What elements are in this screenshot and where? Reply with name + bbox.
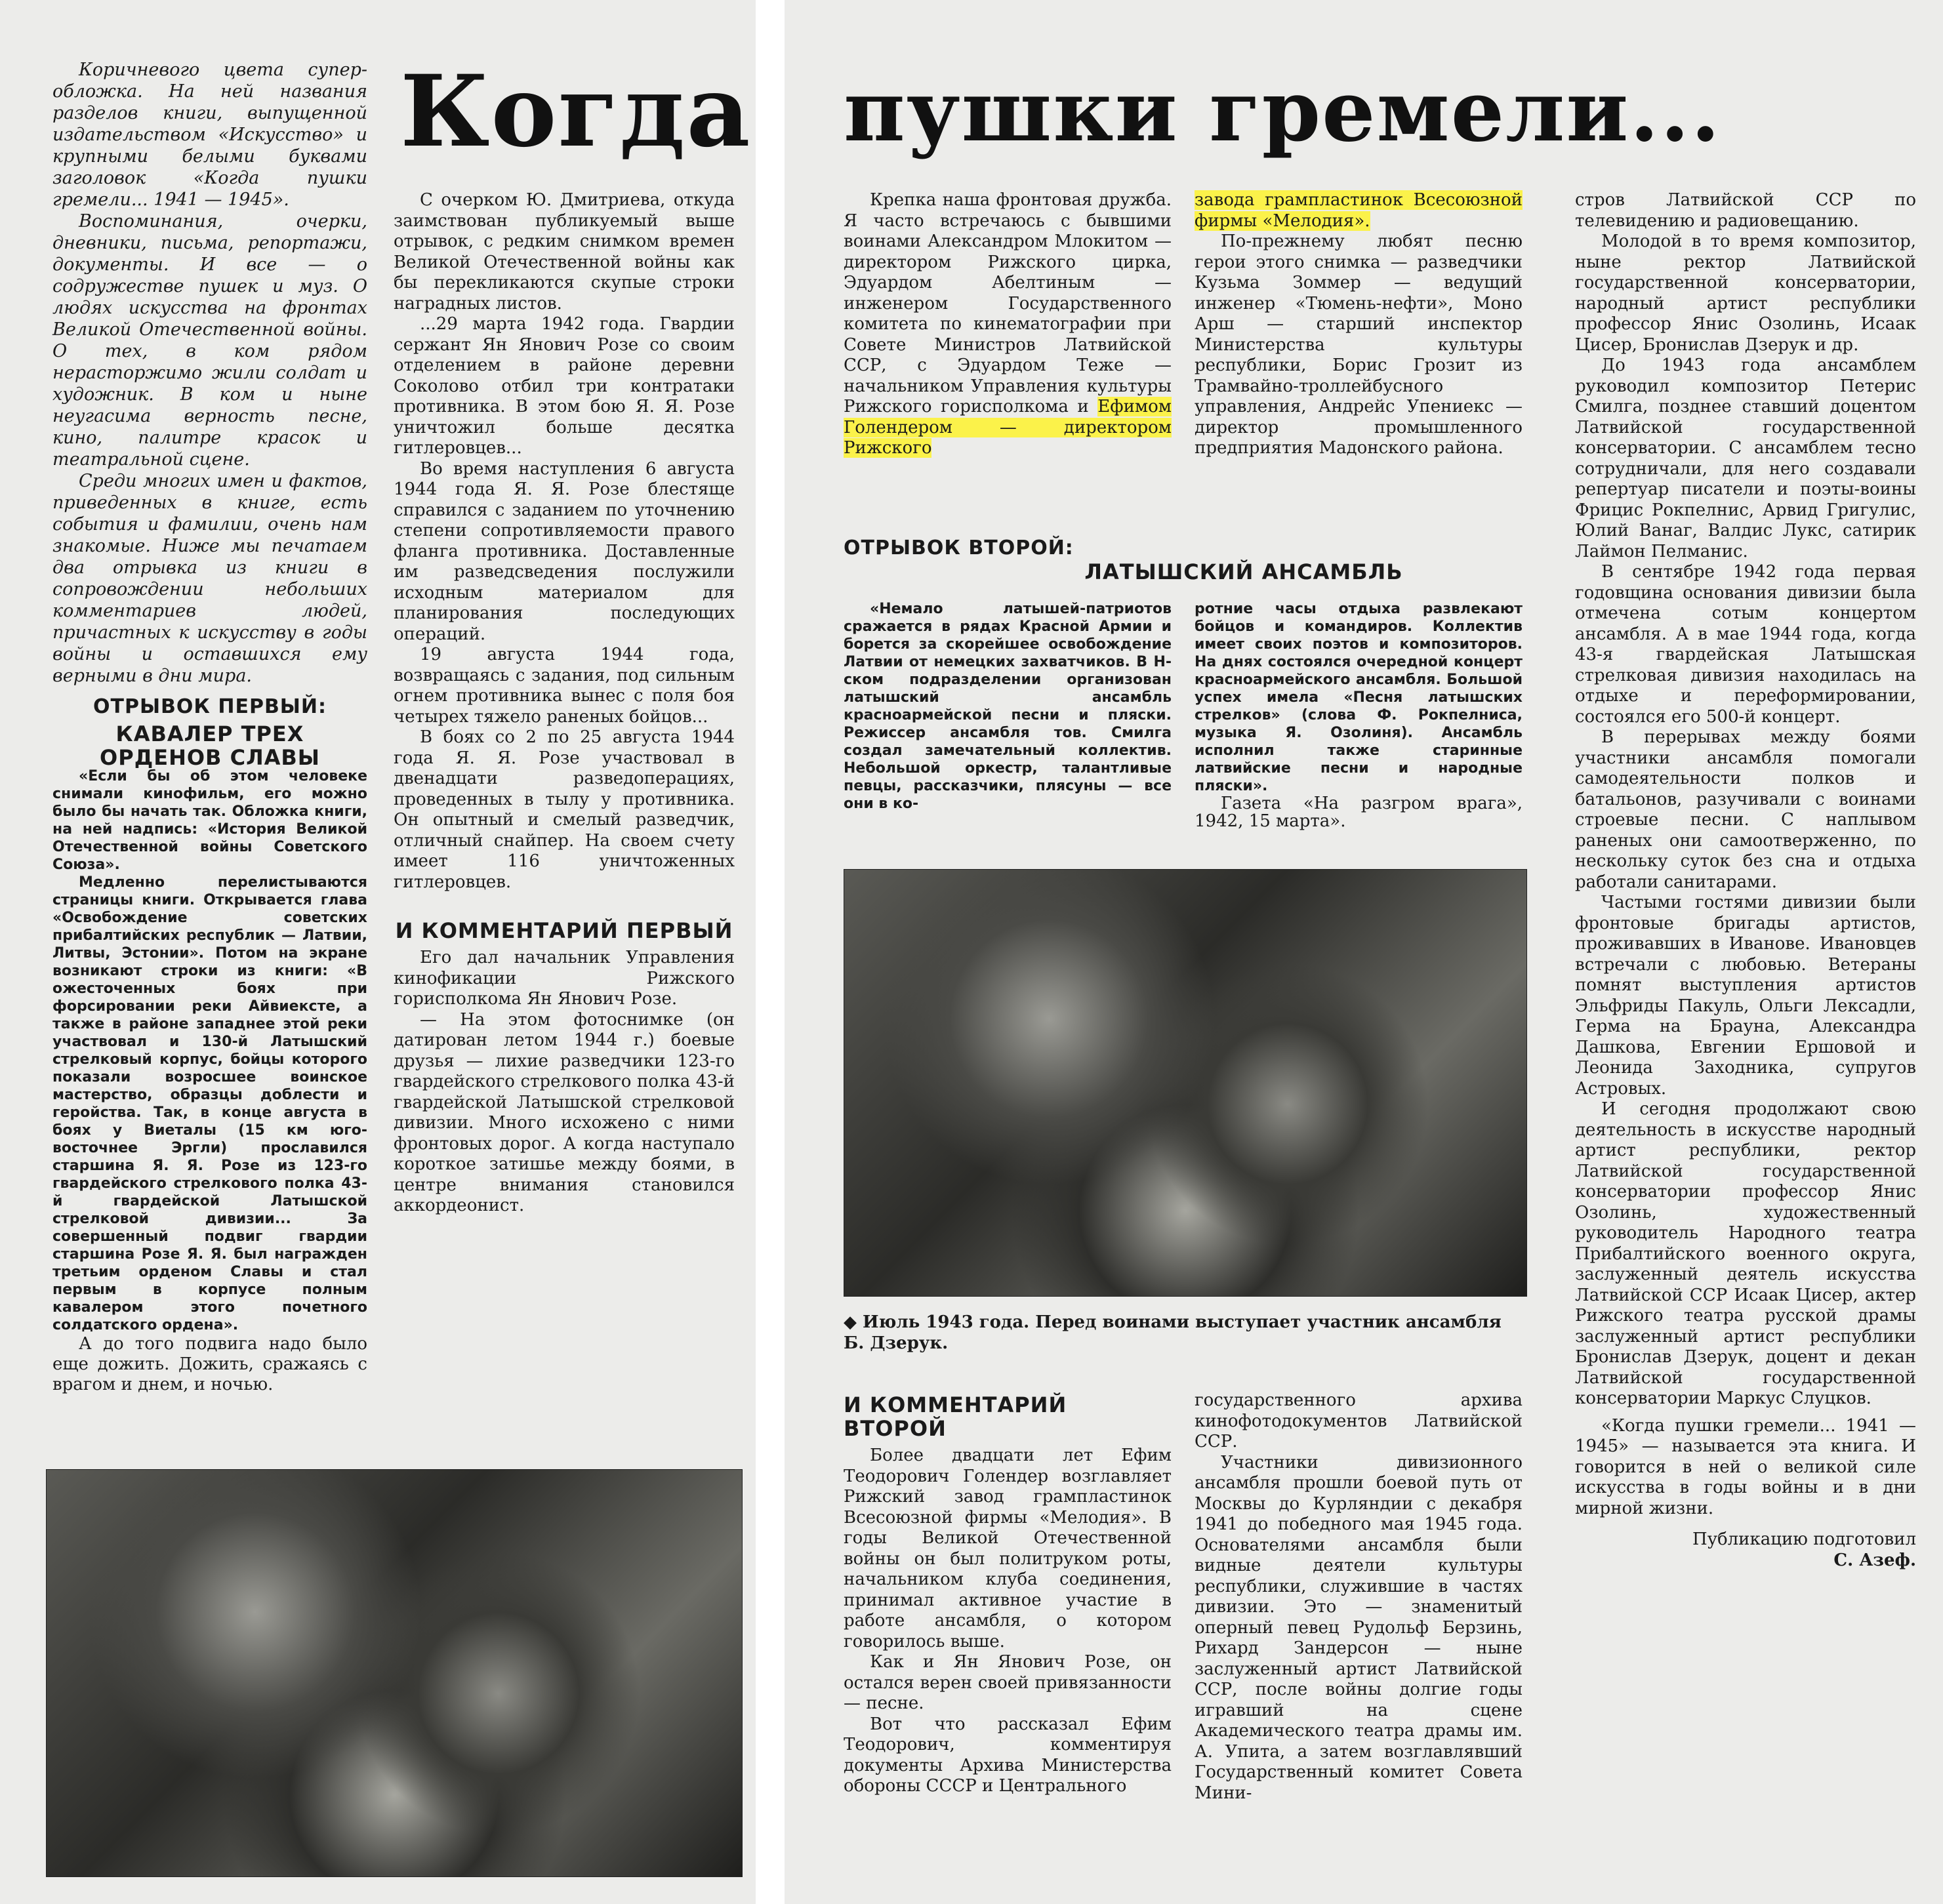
excerpt1-title: КАВАЛЕР ТРЕХ ОРДЕНОВ СЛАВЫ	[100, 721, 320, 770]
excerpt1-text: ...29 марта 1942 года. Гвардии сержант Ян Янович Розе со своим отделением в районе деревни Соколово отбил три контратаки противника. В этом бою Я. Я. Розе уничтожил больше десятка гитлеровцев...	[394, 314, 735, 458]
comment1-paragraph: — На этом фотоснимке (он датирован летом 1944 г.) боевые друзья — лихие разведчики 123-го гвардейского стрелкового полка 43-й гвардейской Латышской стрелковой дивизии. Много исхожено с ними фронтовых дорог. А когда наступало короткое затишье между боями, в центре внимания становился аккордеонист.	[394, 1009, 735, 1215]
ensemble-photo	[844, 869, 1527, 1297]
excerpt1-paragraph: А до того подвига надо было еще дожить. Дожить, сражаясь с врагом и днем, и ночью.	[52, 1334, 367, 1394]
col3-paragraph: В сентябре 1942 года первая годовщина основания дивизии была отмечена сотым концертом ансамбля. А в мае 1944 года, когда 43-я гвардейская Латышская стрелковая дивизия находилась на отдыхе и переформировании, состоялся его 500-й концерт.	[1575, 562, 1916, 727]
headline-right: пушки гремели...	[844, 62, 1721, 161]
right-col2-top	[1195, 190, 1523, 459]
excerpt1-text: 19 августа 1944 года, возвращаясь с задания, под сильным огнем противника вынес с поля боя четырех тяжело раненых бойцов...	[394, 645, 735, 727]
photo-caption: ◆ Июль 1943 года. Перед воинами выступает участник ансамбля Б. Дзерук.	[844, 1312, 1502, 1353]
highlighted-text: Ефимом Голендером — директором Рижского	[844, 397, 1172, 458]
comment1-paragraph: Его дал начальник Управления кинофикации Рижского горисполкома Ян Янович Розе.	[394, 948, 735, 1009]
excerpt2-text: ротние часы отдыха развлекают бойцов и командиров. Коллектив имеет своих поэтов и композиторов. На днях состоялся очередной концерт красноармейского ансамбля. Большой успех имела «Песня латышских стрелков» (слова Ф. Рокпелниса, музыка Я. Озолиня). Ансамбль исполнил также старинные латвийские песни и народные пляски».	[1195, 601, 1523, 794]
excerpt1-label: ОТРЫВОК ПЕРВЫЙ:	[92, 695, 327, 718]
comment2-paragraph: Вот что рассказал Ефим Теодорович, комментируя документы Архива Министерства обороны СССР и Центрального	[844, 1714, 1172, 1796]
comment2-paragraph: Более двадцати лет Ефим Теодорович Голендер возглавляет Рижский завод грампластинок Всесоюзной фирмы «Мелодия». В годы Великой Отечественной войны он был политруком роты, начальником клуба соединения, принимал активное участие в работе ансамбля, о котором говорилось выше.	[844, 1446, 1172, 1651]
signature-author: С. Азеф.	[1833, 1550, 1916, 1570]
col3-paragraph: стров Латвийской ССР по телевидению и радиовещанию.	[1575, 190, 1916, 231]
excerpt2-source: Газета «На разгром врага», 1942, 15 марта».	[1195, 794, 1523, 831]
comment2-paragraph: Как и Ян Янович Розе, он остался верен своей привязанности — песне.	[844, 1652, 1172, 1713]
right-col1-top	[844, 190, 1172, 459]
intro-column	[52, 59, 367, 775]
highlighted-text: завода грампластинок Всесоюзной фирмы «Мелодия».	[1195, 190, 1523, 231]
comment2-col2	[1195, 1390, 1523, 1804]
excerpt1-second-column	[394, 190, 735, 1217]
col3-paragraph: Частыми гостями дивизии были фронтовые бригады артистов, проживавших в Иванове. Ивановцев встречали с любовью. Ветераны помнят выступления артистов Эльфриды Пакуль, Ольги Лексадли, Герма на Брауна, Александра Дашкова, Евгении Ершовой и Леонида Заходника, супругов Астровых.	[1575, 893, 1916, 1099]
excerpt2-bold-col1	[844, 600, 1172, 813]
excerpt1-text: Во время наступления 6 августа 1944 года Я. Я. Розе блестяще справился с заданием по уточнению степени сопротивляемости правого фланга противника. Доставленные им разведсведения послужили исходным материалом для планирования последующих операций.	[394, 458, 735, 644]
comment2-paragraph: Участники дивизионного ансамбля прошли боевой путь от Москвы до Курляндии с декабря 1941 до победного мая 1945 года. Основателями ансамбля были видные деятели культуры республики, служившие в частях дивизии. Это — знаменитый оперный певец Рудольф Берзинь, Рихард Зандерсон — ныне заслуженный артист Латвийской ССР, после войны долгие годы игравший на сцене Академического театра драмы им. А. Упита, а затем возглавлявший Государственный комитет Совета Мини-	[1195, 1452, 1523, 1803]
excerpt1-paragraph: Медленно перелистываются страницы книги. Открывается глава «Освобождение советских прибалтийских республик — Латвии, Литвы, Эстонии». Потом на экране возникают строки из книги: «В ожесточенных боях при форсировании реки Айвиексте, а также в районе западнее этой реки участвовал и 130-й Латышский стрелковый корпус, бойцы которого показали возросшее воинское мастерство, образцы доблести и геройства. Так, в конце августа в боях у Виеталы (15 км юго-восточнее Эргли) прославился старшина Я. Я. Розе из 123-го гвардейского стрелкового полка 43-й гвардейской Латышской стрелковой дивизии... За совершенный подвиг гвардии старшина Розе Я. Я. был награжден третьим орденом Славы и стал первым в корпусе полным кавалером этого почетного солдатского ордена».	[52, 874, 367, 1333]
excerpt2-bold-col2	[1195, 600, 1523, 830]
excerpt1-bold-column	[52, 767, 367, 1395]
col3-paragraph: В перерывах между боями участники ансамбля помогали самодеятельности полков и батальонов, разучивали с воинами строевые песни. С наплывом раненых они самоотверженно, по нескольку суток без сна и отдыха работали санитарами.	[1575, 727, 1916, 892]
excerpt1-text: С очерком Ю. Дмитриева, откуда заимствован публикуемый выше отрывок, с редким снимком времен Великой Отечественной войны как бы перекликаются скупые строки наградных листов.	[394, 190, 735, 314]
excerpt2-title: ЛАТЫШСКИЙ АНСАМБЛЬ	[1084, 559, 1403, 584]
col3-paragraph: «Когда пушки гремели... 1941 — 1945» — называется эта книга. И говорится в ней о великой силе искусства в годы войны и в дни мирной жизни.	[1575, 1415, 1916, 1518]
intro-paragraph: Среди многих имен и фактов, приведенных в книге, есть события и фамилии, очень нам знакомые. Ниже мы печатаем два отрывка из книги в сопровождении небольших комментариев людей, причастных к искусству в годы войны и оставшихся ему верными в дни мира.	[52, 471, 367, 686]
excerpt2-label: ОТРЫВОК ВТОРОЙ:	[844, 537, 1074, 559]
col3-paragraph: До 1943 года ансамблем руководил композитор Петерис Смилга, позднее ставший доцентом Латвийской государственной консерватории. С ансамблем тесно сотрудничали, для него создавали репертуар писатели и поэты-воины Фрицис Рокпелнис, Арвид Григулис, Юлий Ванаг, Валдис Лукс, сатирик Лаймон Пелманис.	[1575, 355, 1916, 561]
comment2-title: И КОММЕНТАРИЙ ВТОРОЙ	[844, 1392, 1067, 1441]
intro-paragraph: Коричневого цвета супер-обложка. На ней названия разделов книги, выпущенной издательством «Искусство» и крупными белыми буквами заголовок «Когда пушки гремели... 1941 — 1945».	[52, 60, 367, 210]
col3-paragraph: Молодой в то время композитор, ныне ректор Латвийской государственной консерватории, народный артист республики профессор Янис Озолинь, Исаак Цисер, Бронислав Дзерук и др.	[1575, 232, 1916, 355]
comment2-col1	[844, 1390, 1172, 1797]
excerpt2-text: «Немало латышей-патриотов сражается в рядах Красной Армии и борется за скорейшее освобождение Латвии от немецких захватчиков. В Н-ском подразделении организован латышский ансамбль красноармейской песни и пляски. Режиссер ансамбля тов. Смилга создал замечательный коллектив. Небольшой оркестр, талантливые певцы, рассказчики, плясуны — все они в ко-	[844, 601, 1172, 812]
right-col3	[1575, 190, 1916, 1571]
intro-paragraph: Воспоминания, очерки, дневники, письма, репортажи, документы. И все — о содружестве пушек и муз. О людях искусства на фронтах Великой Отечественной войны. О тех, в ком рядом нерасторжимо жили солдат и художник. В ком и ныне неугасима верность песне, кино, палитре красок и театральной сцене.	[52, 211, 367, 470]
comment2-paragraph: государственного архива кинофотодокументов Латвийской ССР.	[1195, 1390, 1523, 1451]
headline-left: Когда	[400, 54, 752, 169]
comment1-title: И КОММЕНТАРИЙ ПЕРВЫЙ	[395, 918, 733, 943]
signature	[1575, 1529, 1916, 1571]
right-col2-text: По-прежнему любят песню герои этого снимка — разведчики Кузьма Зоммер — ведущий инженер «Тюмень-нефти», Моно Арш — старший инспектор Министерства культуры республики, Борис Грозит из Трамвайно-троллейбусного управления, Андрейс Упениекс — директор промышленного предприятия Мадонского района.	[1195, 232, 1523, 458]
signature-line1: Публикацию подготовил	[1692, 1529, 1916, 1549]
col3-paragraph: И сегодня продолжают свою деятельность в искусстве народный артист республики, ректор Латвийской государственной консерватории профессор Янис Озолинь, художественный руководитель Народного театра Прибалтийского военного округа, заслуженный деятель искусства Латвийской ССР Исаак Цисер, актер Рижского театра русской драмы заслуженный артист республики Бронислав Дзерук, доцент и декан Латвийской государственной консерватории Маркус Слуцков.	[1575, 1099, 1916, 1408]
excerpt1-text: В боях со 2 по 25 августа 1944 года Я. Я. Розе участвовал в двенадцати разведоперациях, проведенных в тылу у противника. Он опытный и смелый разведчик, отличный снайпер. На своем счету имеет 116 уничтоженных гитлеровцев.	[394, 727, 735, 892]
soldiers-group-photo	[46, 1469, 743, 1877]
right-clipping	[785, 0, 1943, 1904]
excerpt1-paragraph: «Если бы об этом человеке снимали кинофильм, его можно было бы начать так. Обложка книги, на ней надпись: «История Великой Отечественной войны Советского Союза».	[52, 768, 367, 873]
right-col1-text: Крепка наша фронтовая дружба. Я часто встречаюсь с бывшими воинами Александром Млокитом — директором Рижского цирка, Эдуардом Абелтиным — инженером Государственного комитета по кинематографии при Совете Министров Латвийской ССР, с Эдуардом Теже — начальником Управления культуры Рижского горисполкома и	[844, 190, 1172, 416]
left-clipping	[0, 0, 756, 1904]
